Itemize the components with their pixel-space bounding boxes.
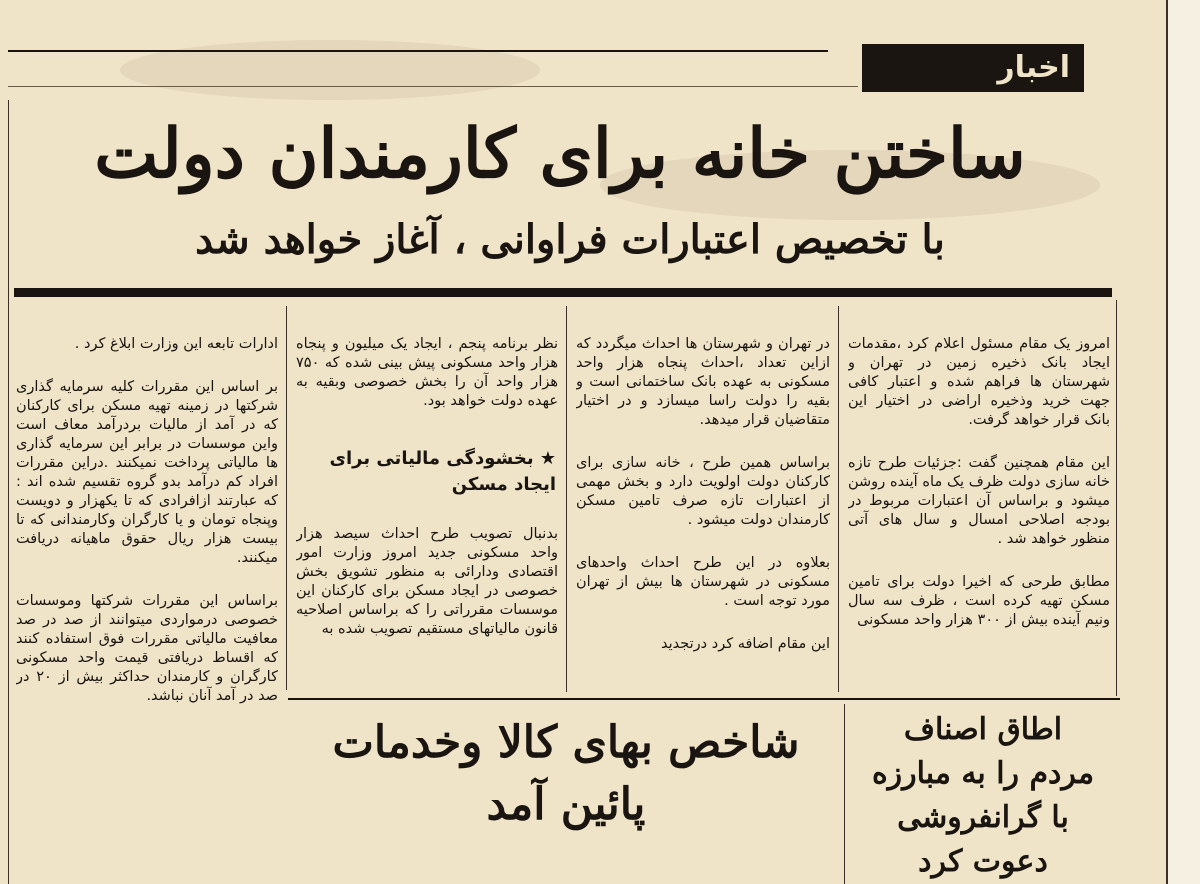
article-column-2: [576, 316, 830, 696]
column-separator: [566, 306, 567, 692]
paragraph: براساس همین طرح ، خانه سازی برای کارکنان دولت اولویت دارد و بخش مهمی از اعتبارات تازه صرف تامین مسکن کارمندان دولت میشود .: [576, 455, 830, 528]
bottom-section-rule: [288, 698, 1120, 700]
paragraph: بر اساس این مقررات کلیه سرمایه گذاری شرکتها در زمینه تهیه مسکن برای کارکنان که در آمد از مالیات بردرآمد معاف است واین موسسات در برابر این سرمایه گذاری ها مالیاتی پرداخت نمیکنند .دراین مقررات افراد کم درآمد بدو گروه تقسیم شده اند : که عبارتند ازافرادی که تا یکهزار و دویست وپنجاه تومان و یا کارگران وکارمندانی که تا بیست هزار ریال حقوق ماهیانه دریافت میکنند.: [16, 379, 278, 566]
headline-line: مردم را به مبارزه: [871, 756, 1095, 791]
paragraph: این مقام همچنین گفت :جزئیات طرح تازه خانه سازی دولت ظرف یک ماه آینده روشن میشود و براساس آن اعتبارات مربوط در بودجه اصلاحی امسال و سال های آتی منظور خواهد شد .: [848, 455, 1110, 547]
article-column-1: [848, 316, 1110, 696]
headline-line: پائین آمد: [486, 779, 646, 830]
column-separator: [286, 306, 287, 690]
headline-line: دعوت کرد: [918, 844, 1048, 879]
paragraph: امروز یک مقام مسئول اعلام کرد ،مقدمات ایجاد بانک ذخیره زمین در تهران و شهرستان ها فراهم شده و اعتبار کافی جهت خرید وذخیره اراضی در اختیار این بانک قرار خواهد گرفت.: [848, 336, 1110, 428]
paragraph: بعلاوه در این طرح احداث واحدهای مسکونی در شهرستان ها بیش از تهران مورد توجه است .: [576, 555, 830, 609]
headline-line: شاخص بهای کالا وخدمات: [332, 717, 800, 768]
bottom-headline-right: [852, 708, 1114, 884]
article-column-3-top: [296, 316, 558, 438]
left-border: [8, 100, 9, 884]
paragraph: در تهران و شهرستان ها احداث میگردد که ازاین تعداد ،احداث پنجاه هزار واحد مسکونی به عهده بانک ساختمانی است و بقیه را دولت راسا میسازد و در اختیار متقاضیان قرار میدهد.: [576, 336, 830, 428]
right-border: [1116, 300, 1117, 696]
paragraph: ادارات تابعه این وزارت ابلاغ کرد .: [74, 336, 278, 352]
paragraph: براساس این مقررات شرکتها وموسسات خصوصی درمواردی میتوانند از صد در صد معافیت مالیاتی مقررات فوق استفاده کنند که اقساط دریافتی قیمت واحد مسکونی کارگران و کارمندان حداکثر بیش از ۲۰ در صد در آمد آنان نباشد.: [16, 593, 278, 704]
article-column-3-body: [296, 506, 558, 694]
subheadline: با تخصیص اعتبارات فراوانی ، آغاز خواهد شد: [195, 216, 945, 263]
page-edge: [1166, 0, 1200, 884]
paragraph: این مقام اضافه کرد درتجدید: [661, 636, 830, 652]
top-rule-thin: [8, 86, 858, 87]
paragraph: نظر برنامه پنجم ، ایجاد یک میلیون و پنجاه هزار واحد مسکونی پیش بینی شده که ۷۵۰ هزار واحد آن را بخش خصوصی وبقیه به عهده دولت خواهد بود.: [296, 336, 558, 409]
headline-rule: [14, 288, 1112, 297]
column-separator: [838, 306, 839, 692]
paragraph: بدنبال تصویب طرح احداث سیصد هزار واحد مسکونی جدید امروز وزارت امور اقتصادی ودارائی به منظور تشویق بخش خصوصی در ایجاد مسکن برای کارکنان این موسسات مقرراتی را که براساس اصلاحیه قانون مالیاتهای مستقیم تصویب شده به: [296, 526, 558, 637]
headline: ساختن خانه برای کارمندان دولت: [94, 114, 1026, 194]
article-column-4: [16, 316, 278, 856]
bottom-headline-center: [296, 712, 836, 836]
headline-line: با گرانفروشی: [897, 800, 1069, 835]
print-bleed: [120, 40, 540, 100]
article-subhead: ★ بخشودگی مالیاتی برای ایجاد مسکن: [329, 448, 556, 495]
top-rule: [8, 50, 828, 52]
headline-line: اطاق اصناف: [903, 712, 1063, 747]
bottom-separator: [844, 704, 845, 884]
paragraph: مطابق طرحی که اخیرا دولت برای تامین مسکن تهیه کرده است ، ظرف سه سال ونیم آینده بیش از ۳۰۰ هزار واحد مسکونی: [848, 574, 1110, 628]
section-label-badge: اخبار: [862, 44, 1084, 92]
